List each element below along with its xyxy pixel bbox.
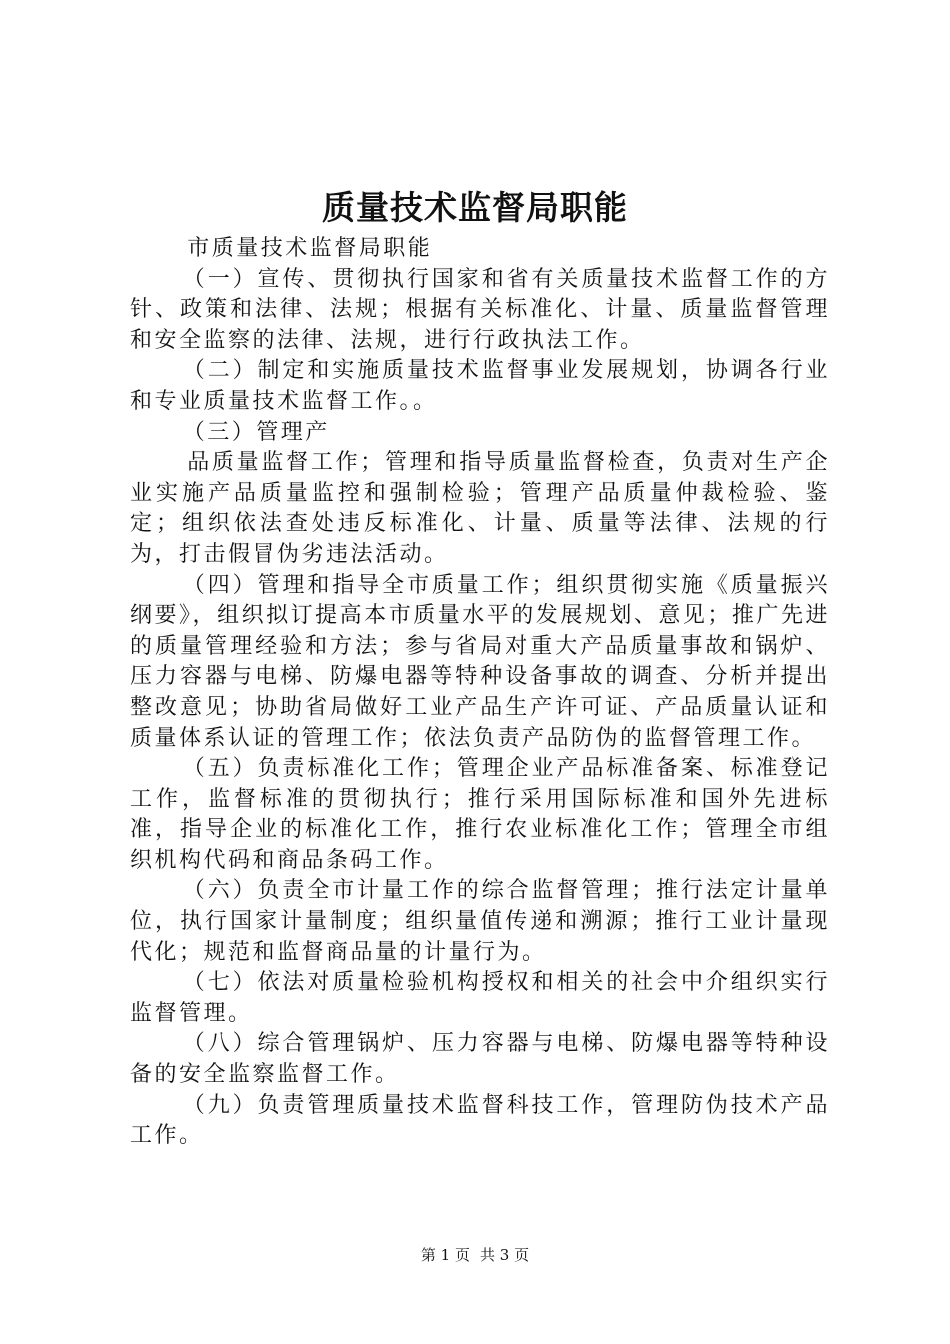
body-paragraph: （五）负责标准化工作；管理企业产品标准备案、标准登记工作，监督标准的贯彻执行；推行采用国际标准和国外先进标准，指导企业的标准化工作，推行农业标准化工作；管理全市组织机构代码和商品条码工作。: [130, 756, 830, 873]
body-paragraph: （二）制定和实施质量技术监督事业发展规划，协调各行业和专业质量技术监督工作。。: [130, 358, 830, 414]
document-body: [130, 234, 830, 1152]
body-paragraph: （四）管理和指导全市质量工作；组织贯彻实施《质量振兴纲要》，组织拟订提高本市质量水平的发展规划、意见；推广先进的质量管理经验和方法；参与省局对重大产品质量事故和锅炉、压力容器与电梯、防爆电器等特种设备事故的调查、分析并提出整改意见；协助省局做好工业产品生产许可证、产品质量认证和质量体系认证的管理工作；依法负责产品防伪的监督管理工作。: [130, 572, 830, 751]
page-number: 第 1 页: [420, 1246, 470, 1264]
body-paragraph: 品质量监督工作；管理和指导质量监督检查，负责对生产企业实施产品质量监控和强制检验；管理产品质量仲裁检验、鉴定；组织依法查处违反标准化、计量、质量等法律、法规的行为，打击假冒伪劣违法活动。: [130, 450, 830, 567]
body-paragraph: 市质量技术监督局职能: [187, 236, 433, 261]
body-paragraph: （九）负责管理质量技术监督科技工作，管理防伪技术产品工作。: [130, 1092, 830, 1149]
body-paragraph: （七）依法对质量检验机构授权和相关的社会中介组织实行监督管理。: [130, 970, 830, 1026]
page-total: 共 3 页: [480, 1246, 530, 1264]
body-paragraph: （八）综合管理锅炉、压力容器与电梯、防爆电器等特种设备的安全监察监督工作。: [130, 1031, 830, 1088]
document-title: 质量技术监督局职能: [322, 188, 628, 227]
body-paragraph: （一）宣传、贯彻执行国家和省有关质量技术监督工作的方针、政策和法律、法规；根据有关标准化、计量、质量监督管理和安全监察的法律、法规，进行行政执法工作。: [130, 266, 830, 353]
body-paragraph: （三）管理产: [182, 419, 330, 445]
page-footer: [0, 1245, 950, 1265]
body-paragraph: （六）负责全市计量工作的综合监督管理；推行法定计量单位，执行国家计量制度；组织量值传递和溯源；推行工业计量现代化；规范和监督商品量的计量行为。: [130, 878, 830, 965]
